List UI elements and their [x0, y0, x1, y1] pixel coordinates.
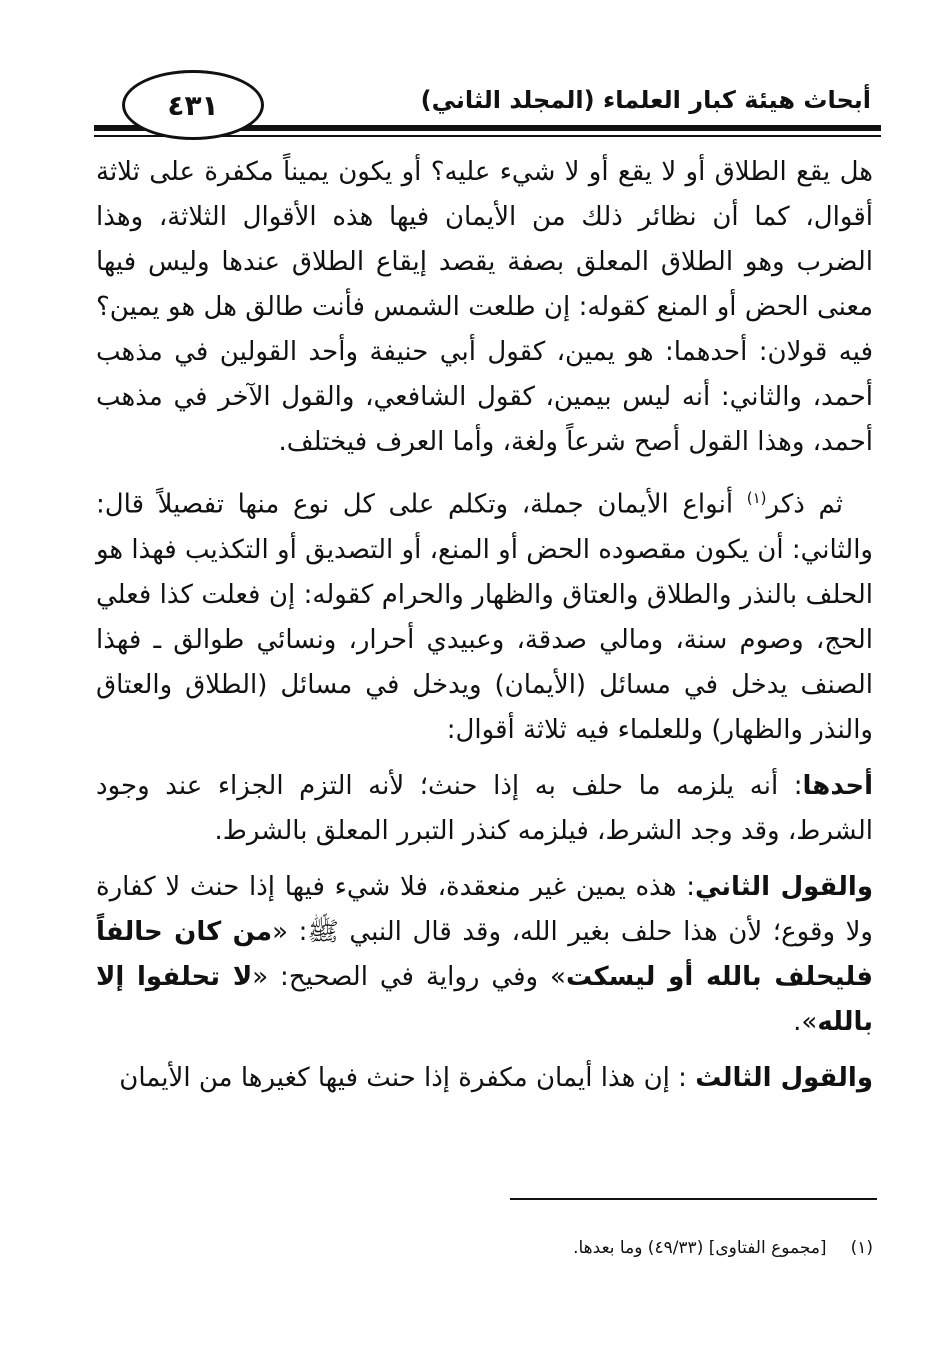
- paragraph-3-lead: أحدها: [802, 770, 873, 801]
- paragraph-4-lead: والقول الثاني: [694, 871, 873, 902]
- footnote-reference: (١): [746, 489, 767, 507]
- paragraph-3-rest: : أنه يلزمه ما حلف به إذا حنث؛ لأنه التزم الجزاء عند وجود الشرط، وقد وجد الشرط، فيلزمه كنذر التبرر المعلق بالشرط.: [96, 770, 873, 846]
- paragraph-4-text-c: ».: [793, 1006, 818, 1037]
- paragraph-2-rest: أنواع الأيمان جملة، وتكلم على كل نوع منها تفصيلاً قال: والثاني: أن يكون مقصوده الحض أو المنع، أو التصديق أو التكذيب فهذا هو الحلف بالنذر والطلاق والعتاق والظهار والحرام كقوله: إن فعلت كذا فعلي الحج، وصوم سنة، ومالي صدقة، وعبيدي أحرار، ونسائي طوالق ـ فهذا الصنف يدخل في مسائل (الأيمان) ويدخل في مسائل (الطلاق والعتاق والنذر والظهار) وللعلماء فيه ثلاثة أقوال:: [96, 489, 873, 745]
- paragraph-4: [96, 865, 873, 1045]
- footnote-text: [مجموع الفتاوى] (٤٩/٣٣) وما بعدها.: [573, 1238, 827, 1258]
- paragraph-4-text-a: : هذه يمين غير منعقدة، فلا شيء فيها إذا حنث لا كفارة ولا وقوع؛ لأن هذا حلف بغير الله، وقد قال النبي ﷺ: «: [96, 871, 873, 947]
- hadith-quote-2: لا تحلفوا إلا بالله: [96, 961, 873, 1037]
- footnote: [573, 1238, 873, 1258]
- footnote-separator: [510, 1198, 877, 1200]
- footnote-marker: (١): [850, 1238, 873, 1258]
- paragraph-2: [96, 476, 873, 753]
- paragraph-1: هل يقع الطلاق أو لا يقع أو لا شيء عليه؟ أو يكون يميناً مكفرة على ثلاثة أقوال، كما أن نظائر ذلك من الأيمان فيها هذه الأقوال الثلاثة، وهذا الضرب وهو الطلاق المعلق بصفة يقصد إيقاع الطلاق عندها وليس فيها معنى الحض أو المنع كقوله: إن طلعت الشمس فأنت طالق هل هو يمين؟ فيه قولان: أحدهما: هو يمين، كقول أبي حنيفة وأحد القولين في مذهب أحمد، والثاني: أنه ليس بيمين، كقول الشافعي، والقول الآخر في مذهب أحمد، وهذا القول أصح شرعاً ولغة، وأما العرف فيختلف.: [96, 157, 873, 457]
- paragraph-4-text-b: » وفي رواية في الصحيح: «: [252, 961, 566, 992]
- paragraph-5-rest: : إن هذا أيمان مكفرة إذا حنث فيها كغيرها من الأيمان: [119, 1062, 696, 1093]
- body-text: [96, 150, 873, 1101]
- running-header-title: أبحاث هيئة كبار العلماء (المجلد الثاني): [420, 86, 871, 114]
- paragraph-2-start: ثم ذكر: [766, 489, 844, 520]
- paragraph-5: [96, 1056, 873, 1101]
- page-number: ٤٣١: [167, 88, 219, 122]
- paragraph-3: [96, 764, 873, 854]
- page-number-badge: [122, 70, 264, 140]
- paragraph-5-lead: والقول الثالث: [695, 1062, 873, 1093]
- hadith-quote-1: من كان حالفاً فليحلف بالله أو ليسكت: [96, 916, 873, 992]
